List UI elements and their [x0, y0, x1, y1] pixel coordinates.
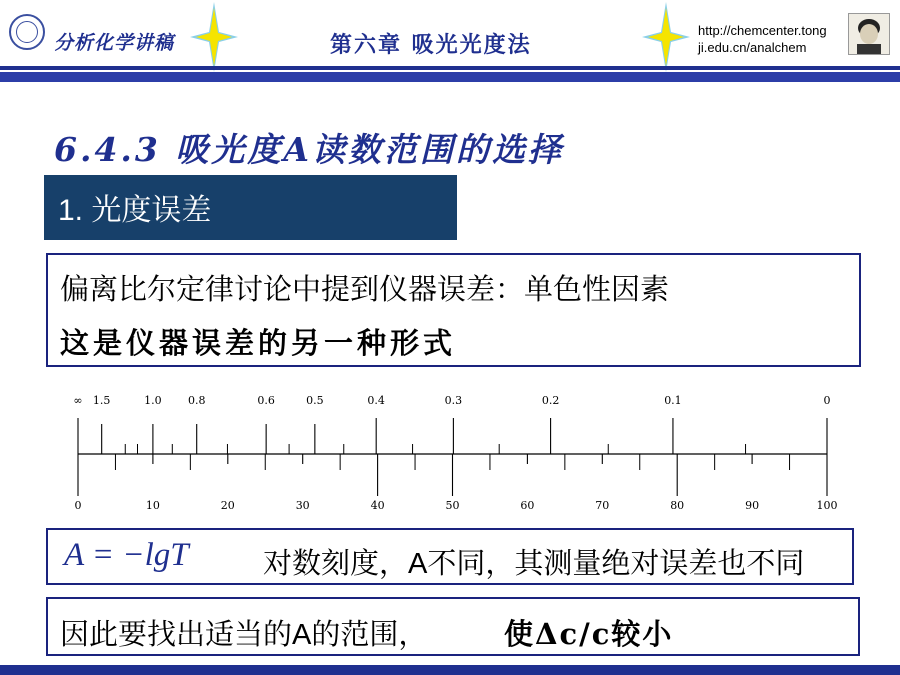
- url-line-1: http://chemcenter.tong: [698, 23, 827, 38]
- absorbance-label: 0.3: [444, 394, 463, 407]
- absorbance-label: 0.5: [306, 394, 324, 407]
- subheading-box: 1. 光度误差: [44, 175, 457, 240]
- note-line-1: 偏离比尔定律讨论中提到仪器误差：单色性因素: [60, 274, 670, 306]
- absorbance-label: 0.1: [664, 394, 682, 407]
- university-logo: [9, 14, 45, 50]
- transmittance-label: 0: [74, 499, 82, 512]
- chapter-title: 第六章 吸光光度法: [330, 32, 532, 58]
- portrait-image: [848, 13, 890, 55]
- note-box-deviation: [46, 253, 861, 367]
- log-scale-text: 对数刻度，A不同，其测量绝对误差也不同: [263, 548, 805, 580]
- slide-header: [0, 0, 900, 72]
- absorbance-label: 0.6: [257, 394, 275, 407]
- course-title: 分析化学讲稿: [54, 32, 175, 54]
- absorbance-label: 0.2: [541, 394, 560, 407]
- transmittance-label: 20: [220, 499, 235, 512]
- transmittance-label: 90: [745, 499, 760, 512]
- conclusion-text: 因此要找出适当的A的范围，: [60, 619, 428, 651]
- absorbance-label: 1.0: [144, 394, 162, 407]
- absorbance-label: 0.4: [367, 394, 385, 407]
- course-url[interactable]: [698, 22, 827, 56]
- footer-bar: [0, 665, 900, 675]
- header-rule-thick: [0, 72, 900, 82]
- absorbance-formula: A = −lgT: [64, 537, 189, 573]
- conclusion-emphasis: 使Δc/c较小: [504, 617, 674, 651]
- absorbance-transmittance-scale: [60, 386, 850, 516]
- transmittance-label: 50: [445, 499, 460, 512]
- transmittance-label: 100: [816, 499, 838, 512]
- transmittance-label: 80: [670, 499, 685, 512]
- absorbance-label: 0: [823, 394, 831, 407]
- note-box-conclusion: [46, 597, 860, 656]
- transmittance-label: 10: [145, 499, 160, 512]
- transmittance-label: 40: [370, 499, 385, 512]
- note-box-log-scale: [46, 528, 854, 585]
- url-line-2: ji.edu.cn/analchem: [698, 40, 807, 55]
- section-title: 6.4.3 吸光度A读数范围的选择: [54, 130, 564, 169]
- star-icon-left: [190, 2, 238, 72]
- absorbance-label: ∞: [73, 394, 83, 407]
- note-line-2: 这是仪器误差的另一种形式: [60, 326, 457, 360]
- header-rule-thin: [0, 66, 900, 70]
- transmittance-label: 30: [295, 499, 310, 512]
- absorbance-label: 0.8: [187, 394, 206, 407]
- transmittance-label: 70: [595, 499, 610, 512]
- absorbance-label: 1.5: [92, 394, 111, 407]
- transmittance-label: 60: [520, 499, 535, 512]
- star-icon-right: [642, 2, 690, 72]
